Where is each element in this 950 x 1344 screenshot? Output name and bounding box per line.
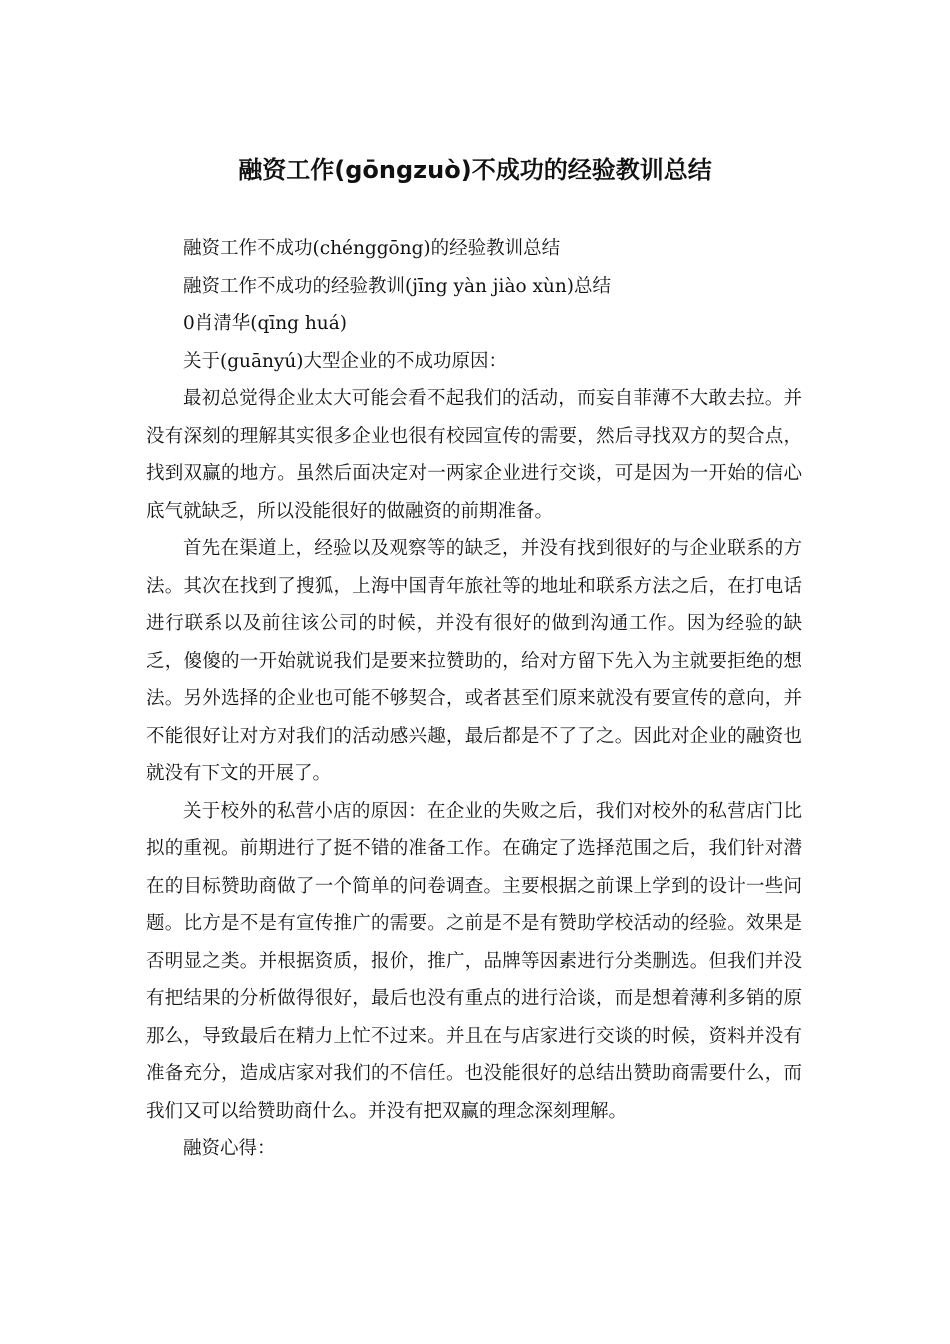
document-title: 融资工作(gōngzuò)不成功的经验教训总结 [238, 156, 712, 184]
document-body [146, 230, 802, 1168]
paragraph: 最初总觉得企业太大可能会看不起我们的活动，而妄自菲薄不大敢去拉。并没有深刻的理解其实很多企业也很有校园宣传的需要，然后寻找双方的契合点，找到双赢的地方。虽然后面决定对一两家企业进行交谈，可是因为一开始的信心底气就缺乏，所以没能很好的做融资的前期准备。 [146, 388, 802, 522]
paragraph: 关于校外的私营小店的原因：在企业的失败之后，我们对校外的私营店门比拟的重视。前期进行了挺不错的准备工作。在确定了选择范围之后，我们针对潜在的目标赞助商做了一个简单的问卷调查。主要根据之前课上学到的设计一些问题。比方是不是有宣传推广的需要。之前是不是有赞助学校活动的经验。效果是否明显之类。并根据资质，报价，推广，品牌等因素进行分类删选。但我们并没有把结果的分析做得很好，最后也没有重点的进行洽谈，而是想着薄利多销的原那么，导致最后在精力上忙不过来。并且在与店家进行交谈的时候，资料并没有准备充分，造成店家对我们的不信任。也没能很好的总结出赞助商需要什么，而我们又可以给赞助商什么。并没有把双赢的理念深刻理解。 [146, 800, 802, 1122]
paragraph-author: 0肖清华(qīng huá) [183, 313, 347, 334]
paragraph-heading-large-enterprise: 关于(guānyú)大型企业的不成功原因： [183, 350, 508, 372]
paragraph-subtitle-2: 融资工作不成功的经验教训(jīng yàn jiào xùn)总结 [183, 275, 611, 297]
paragraph-subtitle-1: 融资工作不成功(chénggōng)的经验教训总结 [183, 238, 561, 259]
paragraph: 首先在渠道上，经验以及观察等的缺乏，并没有找到很好的与企业联系的方法。其次在找到了搜狐，上海中国青年旅社等的地址和联系方法之后，在打电话进行联系以及前往该公司的时候，并没有很好的做到沟通工作。因为经验的缺乏，傻傻的一开始就说我们是要来拉赞助的，给对方留下先入为主就要拒绝的想法。另外选择的企业也可能不够契合，或者甚至们原来就没有要宣传的意向，并不能很好让对方对我们的活动感兴趣，最后都是不了了之。因此对企业的融资也就没有下文的开展了。 [146, 538, 802, 784]
paragraph-heading-financing-experience: 融资心得： [183, 1138, 276, 1159]
